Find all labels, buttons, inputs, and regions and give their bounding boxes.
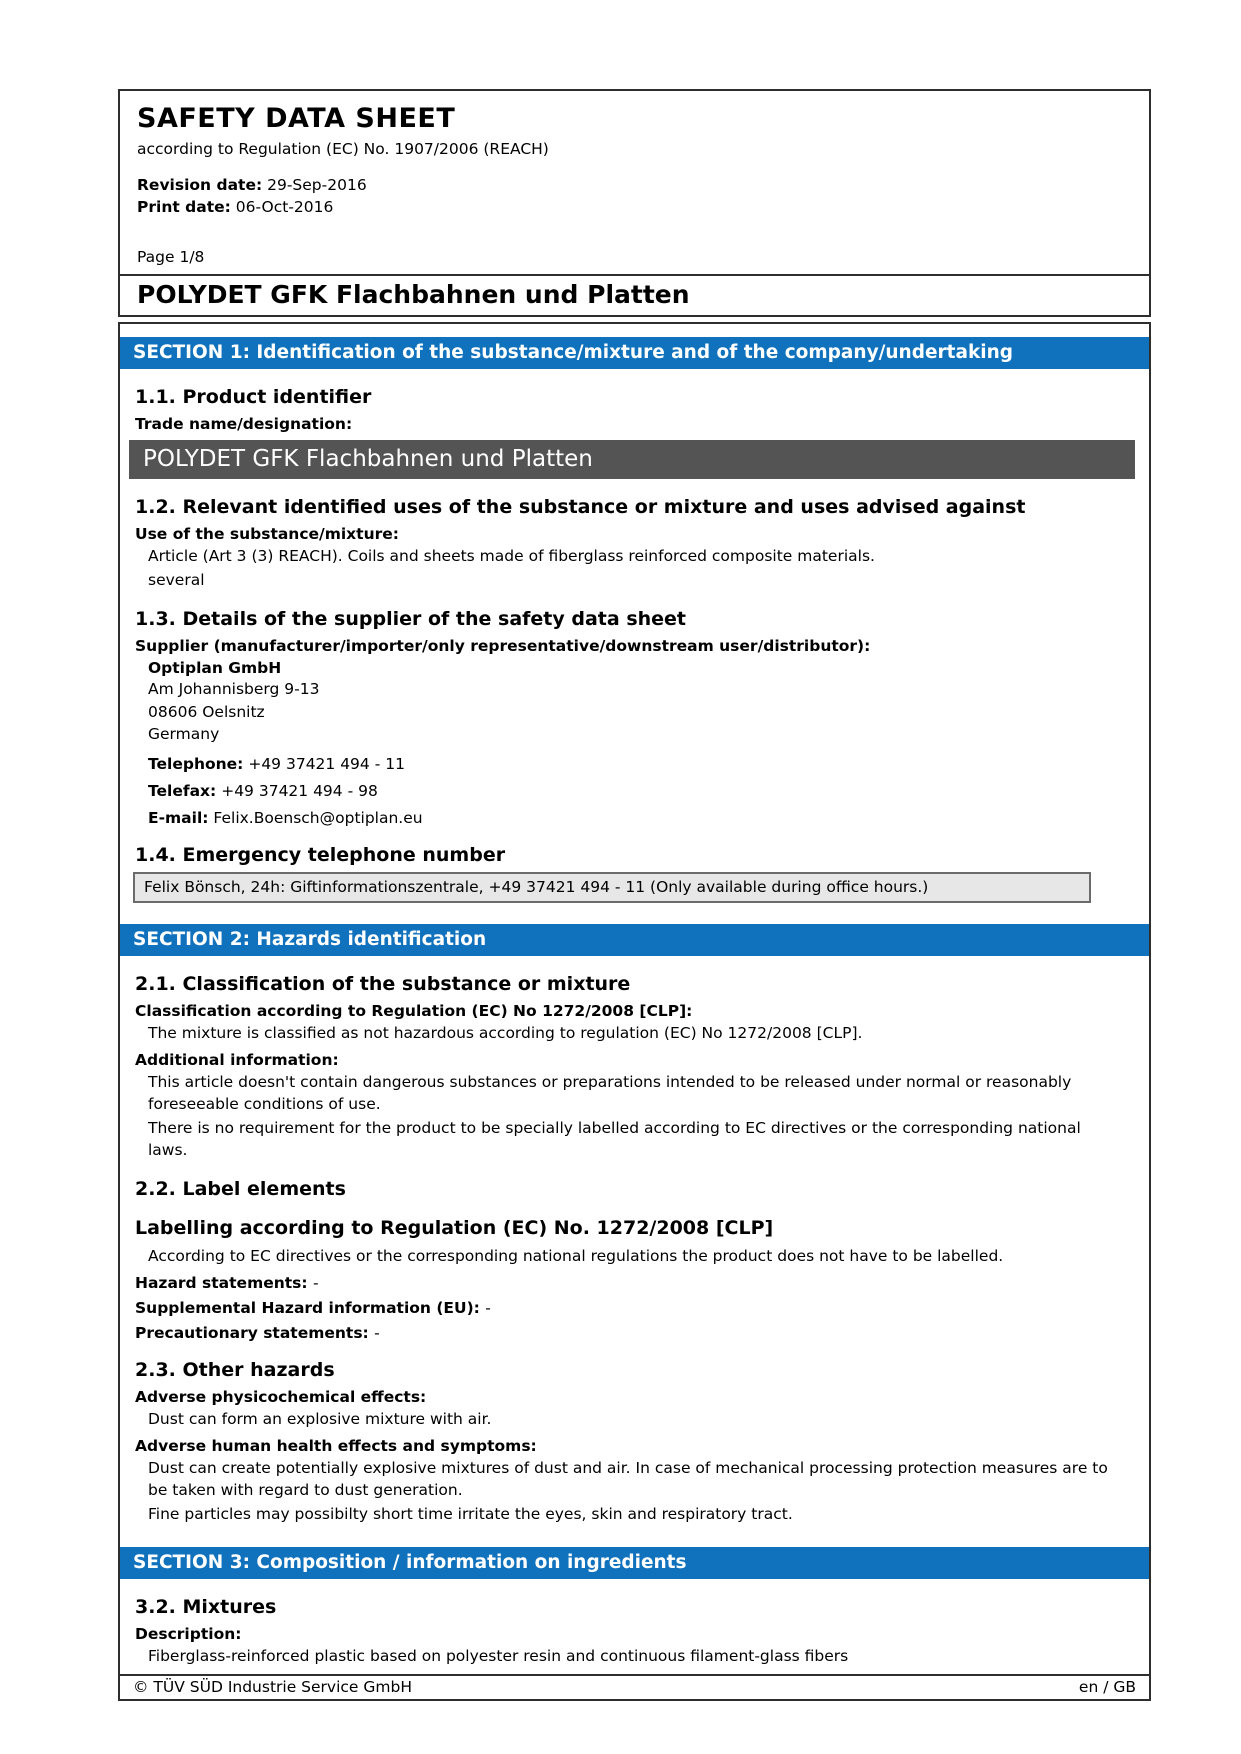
print-date-label: Print date: bbox=[137, 198, 231, 216]
additional-info-label: Additional information: bbox=[135, 1050, 339, 1069]
trade-name-label: Trade name/designation: bbox=[135, 415, 353, 433]
section-1-header: SECTION 1: Identification of the substance/mixture and of the company/undertaking bbox=[120, 337, 1149, 369]
footer-language: en / GB bbox=[1078, 1678, 1136, 1696]
labelling-heading: Labelling according to Regulation (EC) No. 1272/2008 [CLP] bbox=[135, 1216, 774, 1239]
hazard-statements-label: Hazard statements: bbox=[135, 1273, 308, 1292]
revision-date-label: Revision date: bbox=[137, 176, 263, 194]
footer-copyright: © TÜV SÜD Industrie Service GmbH bbox=[133, 1678, 412, 1696]
print-date-value: 06-Oct-2016 bbox=[235, 198, 334, 216]
supplemental-hazard-value: - bbox=[485, 1298, 491, 1317]
precautionary-label: Precautionary statements: bbox=[135, 1323, 369, 1342]
revision-date-line bbox=[137, 174, 1132, 196]
heading-2-3: 2.3. Other hazards bbox=[135, 1358, 335, 1381]
human-health-text-1: Dust can create potentially explosive mixtures of dust and air. In case of mechanical processing protection measures are to be taken with regard to dust generation. bbox=[148, 1458, 1108, 1499]
supplier-city: 08606 Oelsnitz bbox=[148, 702, 265, 721]
supplier-street: Am Johannisberg 9-13 bbox=[148, 680, 320, 698]
telefax-line bbox=[120, 782, 1149, 800]
classification-text: The mixture is classified as not hazardous according to regulation (EC) No 1272/2008 [CLP]. bbox=[148, 1023, 863, 1042]
telefax-label: Telefax: bbox=[148, 781, 217, 800]
description-label: Description: bbox=[135, 1624, 242, 1643]
heading-2-1: 2.1. Classification of the substance or mixture bbox=[135, 972, 631, 995]
use-of-substance-text-2: several bbox=[148, 571, 205, 589]
section-2-header: SECTION 2: Hazards identification bbox=[120, 924, 1149, 956]
email-label: E-mail: bbox=[148, 808, 209, 827]
use-of-substance-text: Article (Art 3 (3) REACH). Coils and sheets made of fiberglass reinforced composite materials. bbox=[148, 547, 875, 565]
hazard-statements-line bbox=[120, 1274, 1149, 1292]
human-health-label: Adverse human health effects and symptoms: bbox=[135, 1436, 537, 1455]
heading-1-3: 1.3. Details of the supplier of the safety data sheet bbox=[135, 608, 687, 630]
heading-1-2: 1.2. Relevant identified uses of the substance or mixture and uses advised against bbox=[135, 496, 1026, 518]
page-number: Page 1/8 bbox=[137, 248, 205, 266]
additional-info-text-1: This article doesn't contain dangerous substances or preparations intended to be released under normal or reasonably foreseeable conditions of use. bbox=[148, 1072, 1072, 1113]
precautionary-value: - bbox=[374, 1323, 380, 1342]
document-footer bbox=[118, 1674, 1151, 1701]
heading-1-1: 1.1. Product identifier bbox=[135, 386, 372, 408]
heading-2-2: 2.2. Label elements bbox=[135, 1177, 346, 1200]
supplemental-hazard-line bbox=[120, 1299, 1149, 1317]
supplier-label: Supplier (manufacturer/importer/only representative/downstream user/distributor): bbox=[135, 637, 871, 655]
emergency-phone-box: Felix Bönsch, 24h: Giftinformationszentrale, +49 37421 494 - 11 (Only available during office hours.) bbox=[133, 872, 1091, 903]
revision-date-value: 29-Sep-2016 bbox=[267, 176, 367, 194]
document-header bbox=[118, 89, 1151, 276]
physicochemical-text: Dust can form an explosive mixture with air. bbox=[148, 1409, 492, 1428]
email-line bbox=[120, 809, 1149, 827]
telephone-value: +49 37421 494 - 11 bbox=[248, 754, 405, 773]
telephone-label: Telephone: bbox=[148, 754, 244, 773]
trade-name-value-bar: POLYDET GFK Flachbahnen und Platten bbox=[129, 440, 1135, 479]
document bbox=[118, 89, 1151, 1701]
additional-info-text-2: There is no requirement for the product to be specially labelled according to EC directives or the corresponding national laws. bbox=[148, 1118, 1081, 1159]
supplier-country: Germany bbox=[148, 725, 220, 743]
precautionary-line bbox=[120, 1324, 1149, 1342]
heading-3-2: 3.2. Mixtures bbox=[135, 1595, 277, 1618]
classification-label: Classification according to Regulation (EC) No 1272/2008 [CLP]: bbox=[135, 1001, 693, 1020]
email-value: Felix.Boensch@optiplan.eu bbox=[213, 808, 423, 827]
heading-1-4: 1.4. Emergency telephone number bbox=[135, 843, 506, 866]
supplier-name: Optiplan GmbH bbox=[148, 659, 282, 677]
labelling-text: According to EC directives or the corresponding national regulations the product does not have to be labelled. bbox=[148, 1246, 1004, 1265]
section-3-header: SECTION 3: Composition / information on ingredients bbox=[120, 1547, 1149, 1579]
telephone-line bbox=[120, 755, 1149, 773]
physicochemical-label: Adverse physicochemical effects: bbox=[135, 1387, 427, 1406]
telefax-value: +49 37421 494 - 98 bbox=[221, 781, 378, 800]
regulation-subtitle: according to Regulation (EC) No. 1907/2006 (REACH) bbox=[137, 140, 549, 158]
document-title: SAFETY DATA SHEET bbox=[137, 103, 456, 134]
supplemental-hazard-label: Supplemental Hazard information (EU): bbox=[135, 1298, 480, 1317]
product-title-box: POLYDET GFK Flachbahnen und Platten bbox=[118, 274, 1151, 317]
human-health-text-2: Fine particles may possibilty short time irritate the eyes, skin and respiratory tract. bbox=[148, 1504, 793, 1523]
print-date-line bbox=[137, 196, 1132, 218]
use-of-substance-label: Use of the substance/mixture: bbox=[135, 525, 399, 543]
hazard-statements-value: - bbox=[313, 1273, 319, 1292]
main-content bbox=[118, 322, 1151, 1676]
description-text: Fiberglass-reinforced plastic based on polyester resin and continuous filament-glass fibers bbox=[148, 1646, 849, 1665]
